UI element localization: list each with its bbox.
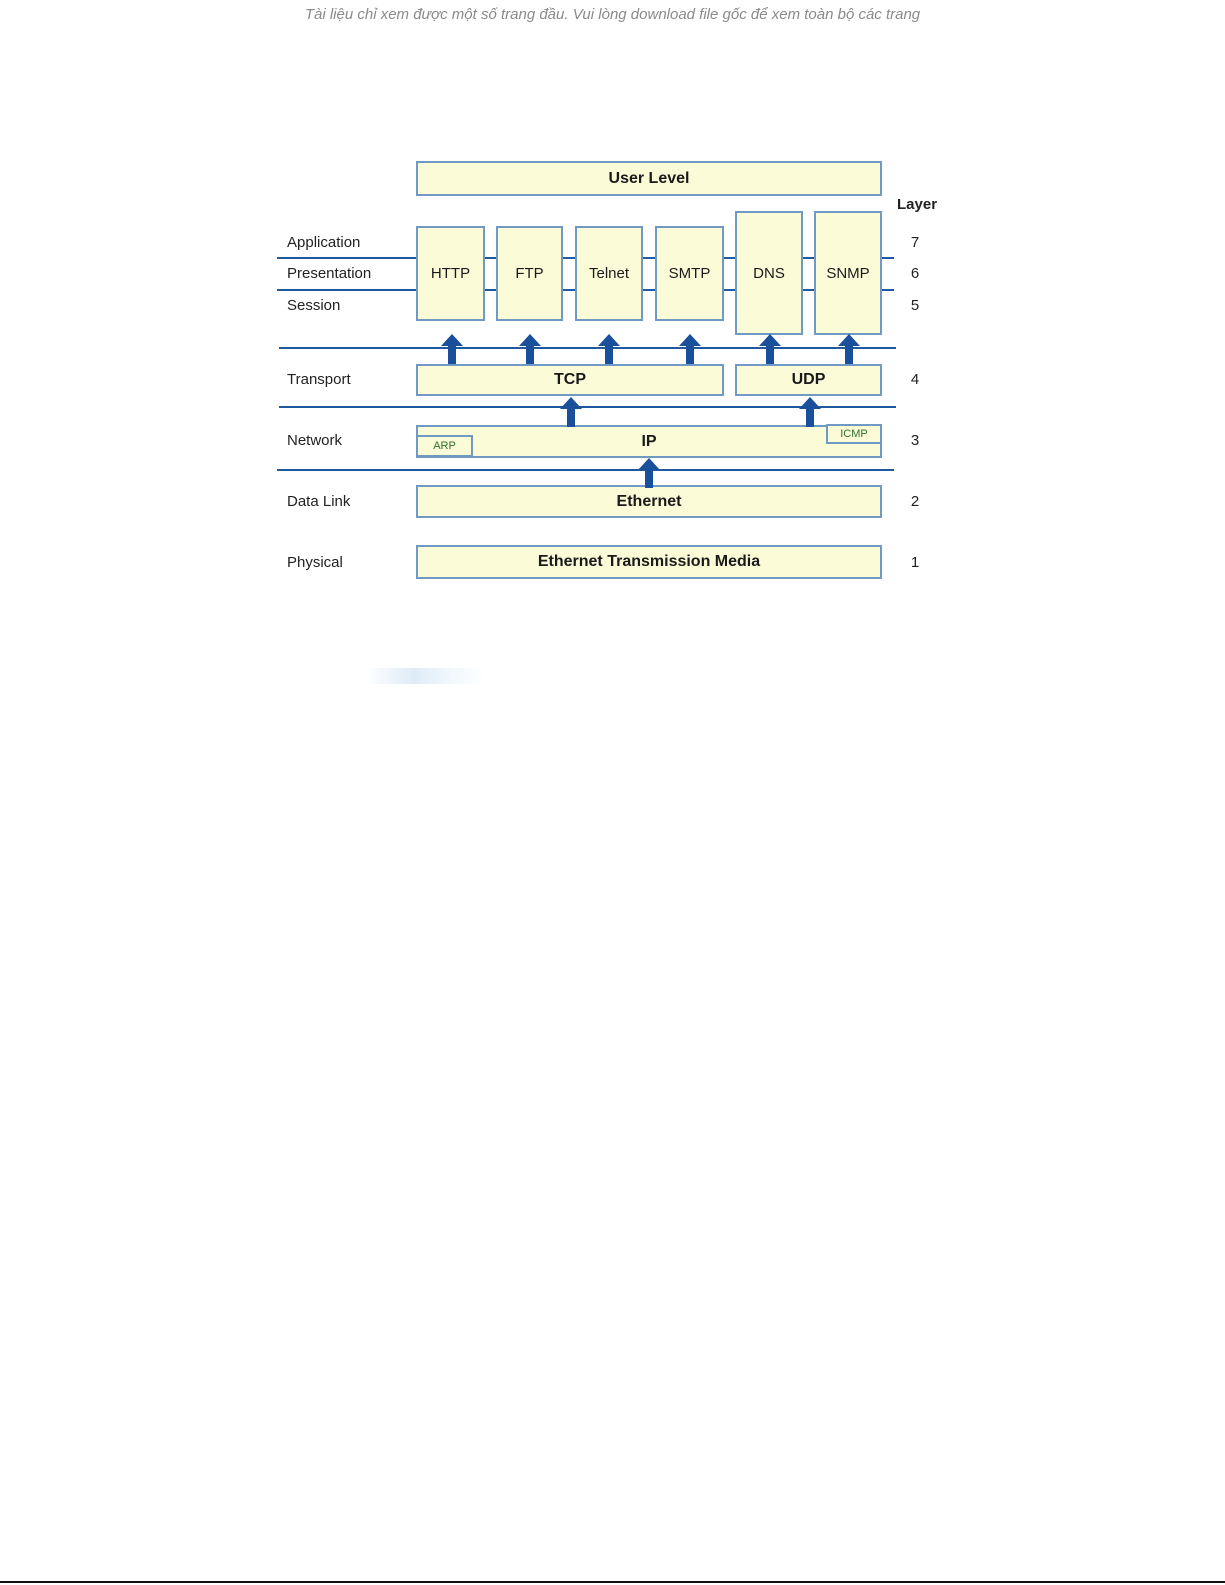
http-box: HTTP [416,226,485,321]
layer-label-presentation: Presentation [287,265,372,282]
arp-box: ARP [416,435,473,457]
ethernet-box: Ethernet [416,485,882,518]
icmp-box: ICMP [826,424,882,444]
page-bottom-rule [0,1581,1225,1583]
tcp-box: TCP [416,364,724,396]
transmission-media-box: Ethernet Transmission Media [416,545,882,579]
user-level-box: User Level [416,161,882,196]
arrow-up-icon [598,334,620,364]
telnet-box: Telnet [575,226,643,321]
scan-artifact [366,668,486,684]
arrow-up-icon [759,334,781,364]
layer-header: Layer [897,196,938,213]
udp-box: UDP [735,364,882,396]
layer-number-6: 6 [910,265,920,282]
arrow-up-icon [560,397,582,427]
layer-number-1: 1 [910,554,920,571]
session-transport-rule [279,347,896,349]
ftp-box: FTP [496,226,563,321]
layer-number-5: 5 [910,297,920,314]
arrow-up-icon [638,458,660,488]
arrow-up-icon [441,334,463,364]
layer-label-application: Application [287,234,361,251]
dns-box: DNS [735,211,803,335]
preview-banner: Tài liệu chỉ xem được một số trang đầu. Vui lòng download file gốc để xem toàn bộ các trang [304,6,921,23]
arrow-up-icon [799,397,821,427]
smtp-box: SMTP [655,226,724,321]
arrow-up-icon [679,334,701,364]
layer-label-network: Network [287,432,343,449]
arrow-up-icon [519,334,541,364]
layer-label-physical: Physical [287,554,343,571]
layer-number-7: 7 [910,234,920,251]
arrow-up-icon [838,334,860,364]
layer-label-datalink: Data Link [287,493,351,510]
layer-number-4: 4 [910,371,920,388]
layer-label-transport: Transport [287,371,351,388]
layer-label-session: Session [287,297,341,314]
network-datalink-rule [277,469,894,471]
layer-number-3: 3 [910,432,920,449]
layer-number-2: 2 [910,493,920,510]
ip-box: IP [416,425,882,458]
snmp-box: SNMP [814,211,882,335]
